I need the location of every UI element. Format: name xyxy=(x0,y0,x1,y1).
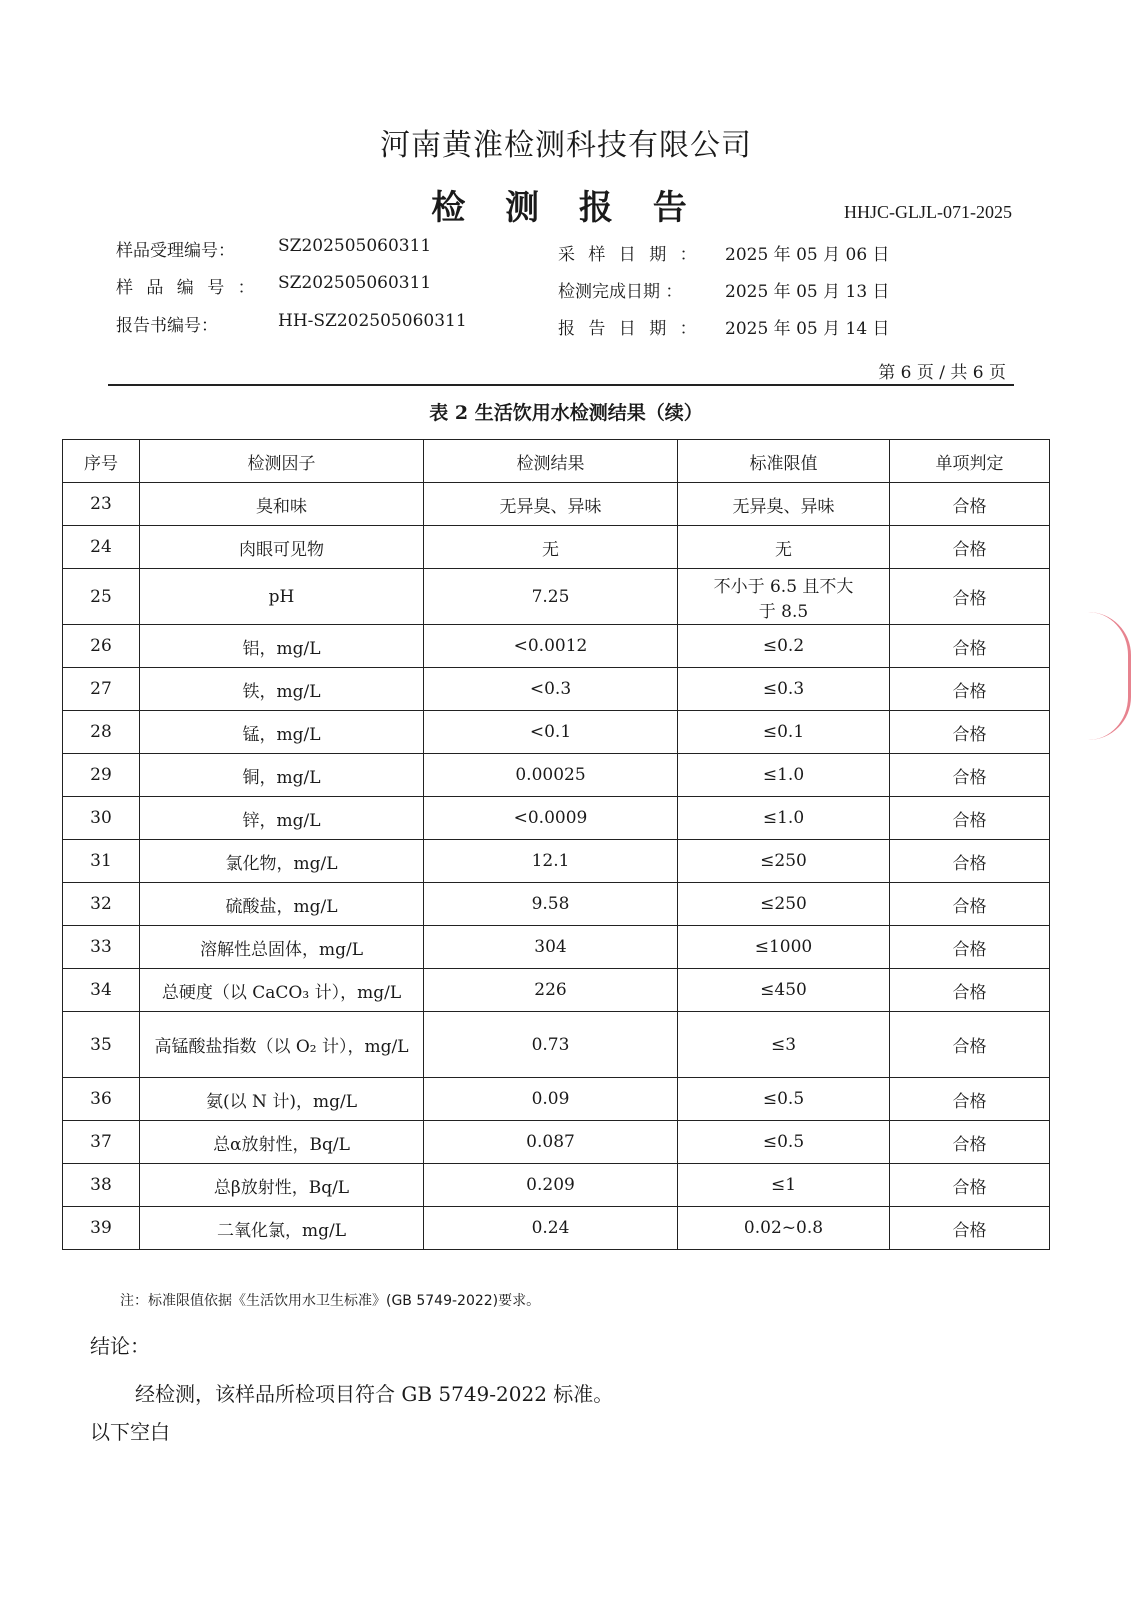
cell-result: <0.0012 xyxy=(424,625,678,668)
cell-limit: ≤1 xyxy=(678,1164,890,1207)
cell-factor: 硫酸盐，mg/L xyxy=(140,883,424,926)
cell-judgement: 合格 xyxy=(890,668,1050,711)
cell-factor: 锰，mg/L xyxy=(140,711,424,754)
test-complete-label: 检测完成日期 ： xyxy=(558,282,683,302)
table-row xyxy=(63,711,1050,754)
cell-judgement: 合格 xyxy=(890,526,1050,569)
cell-judgement: 合格 xyxy=(890,1012,1050,1078)
cell-limit: ≤450 xyxy=(678,969,890,1012)
cell-no: 23 xyxy=(63,483,140,526)
cell-factor: 氯化物，mg/L xyxy=(140,840,424,883)
sample-receipt-no-label: 样品受理编号： xyxy=(116,241,235,261)
cell-result: <0.1 xyxy=(424,711,678,754)
cell-judgement: 合格 xyxy=(890,926,1050,969)
cell-no: 35 xyxy=(63,1012,140,1078)
cell-judgement: 合格 xyxy=(890,969,1050,1012)
cell-result: 9.58 xyxy=(424,883,678,926)
table-header-row xyxy=(63,440,1050,483)
cell-judgement: 合格 xyxy=(890,797,1050,840)
standard-note: 注：标准限值依据《生活饮用水卫生标准》(GB 5749-2022)要求。 xyxy=(120,1293,541,1309)
table-row xyxy=(63,797,1050,840)
cell-limit: 0.02~0.8 xyxy=(678,1207,890,1250)
cell-result: <0.0009 xyxy=(424,797,678,840)
table-row xyxy=(63,1078,1050,1121)
cell-factor: pH xyxy=(140,569,424,625)
cell-result: 0.09 xyxy=(424,1078,678,1121)
cell-no: 33 xyxy=(63,926,140,969)
table-row xyxy=(63,668,1050,711)
cell-factor: 铜，mg/L xyxy=(140,754,424,797)
report-title: 检 测 报 告 xyxy=(431,188,701,228)
cell-result: 226 xyxy=(424,969,678,1012)
cell-result: 0.73 xyxy=(424,1012,678,1078)
cell-no: 27 xyxy=(63,668,140,711)
cell-limit: ≤1.0 xyxy=(678,797,890,840)
cell-limit: ≤0.5 xyxy=(678,1121,890,1164)
cell-limit: ≤0.3 xyxy=(678,668,890,711)
cell-no: 38 xyxy=(63,1164,140,1207)
report-date-label: 报 告 日 期 ： xyxy=(558,319,701,339)
sampling-date-label: 采 样 日 期 ： xyxy=(558,245,701,265)
col-header-limit: 标准限值 xyxy=(678,440,890,483)
sample-no-label: 样 品 编 号 ： xyxy=(116,278,259,298)
cell-judgement: 合格 xyxy=(890,1207,1050,1250)
cell-factor: 总α放射性，Bq/L xyxy=(140,1121,424,1164)
cell-judgement: 合格 xyxy=(890,711,1050,754)
cell-result: 12.1 xyxy=(424,840,678,883)
cell-no: 25 xyxy=(63,569,140,625)
cell-no: 32 xyxy=(63,883,140,926)
cell-limit: ≤250 xyxy=(678,840,890,883)
cell-no: 31 xyxy=(63,840,140,883)
report-no: HH-SZ202505060311 xyxy=(278,311,467,331)
test-complete-date: 2025 年 05 月 13 日 xyxy=(725,282,890,302)
report-code: HHJC-GLJL-071-2025 xyxy=(844,202,1012,222)
col-header-factor: 检测因子 xyxy=(140,440,424,483)
cell-factor: 铁，mg/L xyxy=(140,668,424,711)
cell-limit: ≤0.5 xyxy=(678,1078,890,1121)
cell-no: 29 xyxy=(63,754,140,797)
cell-judgement: 合格 xyxy=(890,754,1050,797)
cell-factor: 肉眼可见物 xyxy=(140,526,424,569)
cell-limit: ≤1.0 xyxy=(678,754,890,797)
table-row xyxy=(63,1012,1050,1078)
cell-factor: 铝，mg/L xyxy=(140,625,424,668)
col-header-no: 序号 xyxy=(63,440,140,483)
cell-judgement: 合格 xyxy=(890,883,1050,926)
cell-judgement: 合格 xyxy=(890,1164,1050,1207)
table-row xyxy=(63,526,1050,569)
cell-judgement: 合格 xyxy=(890,569,1050,625)
cell-result: 无异臭、异味 xyxy=(424,483,678,526)
cell-limit: ≤3 xyxy=(678,1012,890,1078)
cell-limit: ≤0.1 xyxy=(678,711,890,754)
cell-limit: 无异臭、异味 xyxy=(678,483,890,526)
header-divider xyxy=(108,384,1014,386)
page-indicator: 第 6 页 / 共 6 页 xyxy=(878,363,1006,383)
cell-no: 28 xyxy=(63,711,140,754)
table-row xyxy=(63,569,1050,625)
table-row xyxy=(63,483,1050,526)
results-table xyxy=(62,439,1050,1250)
cell-factor: 锌，mg/L xyxy=(140,797,424,840)
cell-no: 24 xyxy=(63,526,140,569)
seal-stamp-edge xyxy=(1088,612,1131,740)
cell-result: <0.3 xyxy=(424,668,678,711)
table-row xyxy=(63,754,1050,797)
table-row xyxy=(63,969,1050,1012)
cell-no: 30 xyxy=(63,797,140,840)
table-row xyxy=(63,883,1050,926)
cell-no: 36 xyxy=(63,1078,140,1121)
cell-no: 39 xyxy=(63,1207,140,1250)
sample-no: SZ202505060311 xyxy=(278,273,432,293)
cell-result: 0.00025 xyxy=(424,754,678,797)
company-name: 河南黄淮检测科技有限公司 xyxy=(380,128,752,163)
cell-result: 0.087 xyxy=(424,1121,678,1164)
cell-result: 0.24 xyxy=(424,1207,678,1250)
cell-no: 26 xyxy=(63,625,140,668)
cell-judgement: 合格 xyxy=(890,483,1050,526)
cell-judgement: 合格 xyxy=(890,1078,1050,1121)
table-row xyxy=(63,1207,1050,1250)
cell-factor: 臭和味 xyxy=(140,483,424,526)
cell-no: 34 xyxy=(63,969,140,1012)
cell-factor: 总硬度（以 CaCO₃ 计），mg/L xyxy=(140,969,424,1012)
cell-no: 37 xyxy=(63,1121,140,1164)
col-header-judgement: 单项判定 xyxy=(890,440,1050,483)
cell-result: 304 xyxy=(424,926,678,969)
cell-factor: 高锰酸盐指数（以 O₂ 计），mg/L xyxy=(140,1012,424,1078)
cell-result: 无 xyxy=(424,526,678,569)
table-row xyxy=(63,625,1050,668)
report-no-label: 报告书编号： xyxy=(116,316,218,336)
cell-limit: ≤0.2 xyxy=(678,625,890,668)
table-row xyxy=(63,1121,1050,1164)
cell-judgement: 合格 xyxy=(890,1121,1050,1164)
table-row xyxy=(63,1164,1050,1207)
cell-limit: ≤250 xyxy=(678,883,890,926)
cell-limit: 不小于 6.5 且不大于 8.5 xyxy=(678,569,890,625)
blank-below-note: 以下空白 xyxy=(90,1420,170,1444)
cell-factor: 二氧化氯，mg/L xyxy=(140,1207,424,1250)
col-header-result: 检测结果 xyxy=(424,440,678,483)
table-caption: 表 2 生活饮用水检测结果（续） xyxy=(429,402,703,424)
conclusion-text: 经检测，该样品所检项目符合 GB 5749-2022 标准。 xyxy=(135,1382,614,1406)
cell-limit: ≤1000 xyxy=(678,926,890,969)
sampling-date: 2025 年 05 月 06 日 xyxy=(725,245,890,265)
table-row xyxy=(63,840,1050,883)
cell-limit: 无 xyxy=(678,526,890,569)
conclusion-label: 结论： xyxy=(90,1334,150,1358)
cell-factor: 总β放射性，Bq/L xyxy=(140,1164,424,1207)
sample-receipt-no: SZ202505060311 xyxy=(278,236,432,256)
cell-factor: 溶解性总固体，mg/L xyxy=(140,926,424,969)
report-date: 2025 年 05 月 14 日 xyxy=(725,319,890,339)
cell-result: 0.209 xyxy=(424,1164,678,1207)
cell-judgement: 合格 xyxy=(890,625,1050,668)
cell-factor: 氨(以 N 计)，mg/L xyxy=(140,1078,424,1121)
cell-result: 7.25 xyxy=(424,569,678,625)
table-row xyxy=(63,926,1050,969)
cell-judgement: 合格 xyxy=(890,840,1050,883)
